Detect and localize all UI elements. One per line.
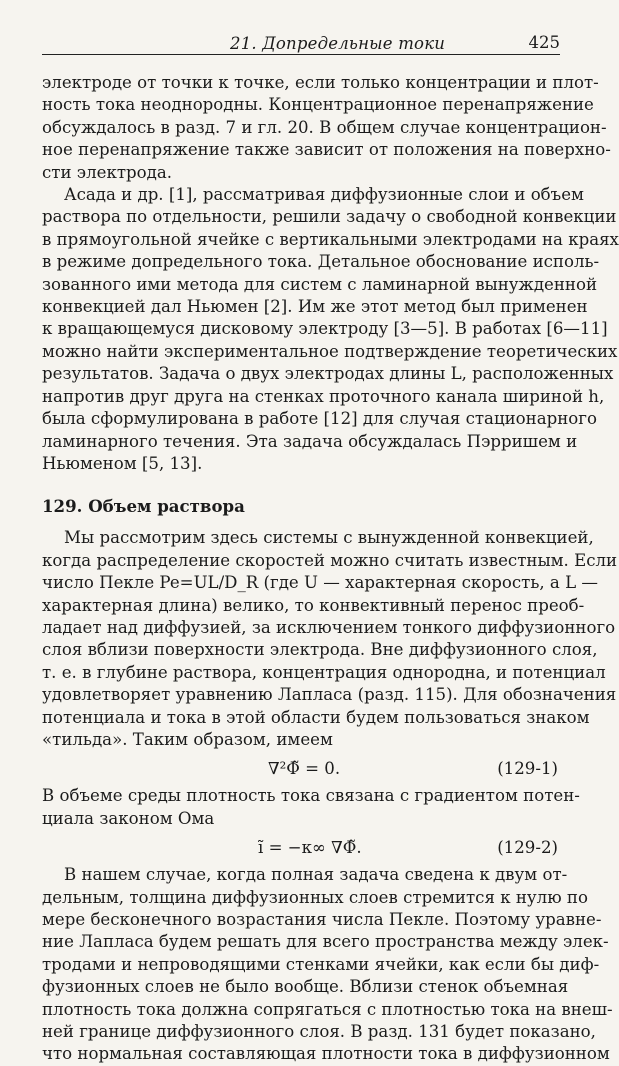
- text-line: циала законом Ома: [42, 808, 215, 828]
- text-line: потенциала и тока в этой области будем пользоваться знаком: [42, 707, 590, 727]
- text-line: что нормальная составляющая плотности тока в диффузионном: [42, 1044, 610, 1064]
- text-line: напротив друг друга на стенках проточного канала шириной h,: [42, 386, 605, 406]
- text-line: электроде от точки к точке, если только концентрации и плот-: [42, 73, 599, 92]
- text-line: ладает над диффузией, за исключением тонкого диффузионного: [42, 617, 616, 637]
- text-line: т. е. в глубине раствора, концентрация однородна, и потенциал: [42, 662, 606, 682]
- text-line: ние Лапласа будем решать для всего пространства между элек-: [42, 932, 609, 952]
- text-line: конвекцией дал Ньюмен [2]. Им же этот метод был применен: [42, 297, 588, 317]
- text-line: ность тока неоднородны. Концентрационное перенапряжение: [42, 95, 594, 115]
- text-line: Мы рассмотрим здесь системы с вынужденной конвекцией,: [64, 528, 594, 548]
- text-line: мере бесконечного возрастания числа Пекле. Поэтому уравне-: [42, 910, 602, 929]
- paragraph-continuation: [42, 72, 611, 184]
- text-line: зованного ими метода для систем с ламинарной вынужденной: [42, 274, 598, 294]
- text-line: была сформулирована в работе [12] для случая стационарного: [42, 409, 597, 429]
- text-line: обсуждалось в разд. 7 и гл. 20. В общем случае концентрацион-: [42, 117, 607, 137]
- text-line: тродами и непроводящими стенками ячейки, как если бы диф-: [42, 954, 600, 974]
- text-line: В объеме среды плотность тока связана с градиентом потен-: [42, 786, 580, 806]
- text-line: дельным, толщина диффузионных слоев стремится к нулю по: [42, 887, 588, 907]
- text-line: «тильда». Таким образом, имеем: [42, 729, 333, 749]
- text-line: в прямоугольной ячейке с вертикальными электродами на краях: [42, 229, 619, 249]
- paragraph-ohm-law: [42, 785, 580, 830]
- running-head: 21. Допредельные токи: [230, 34, 446, 53]
- page-content: [42, 72, 619, 1066]
- equation-body: ∇²Φ̃ = 0.: [268, 759, 341, 779]
- section-heading: 129. Объем раствора: [42, 496, 245, 517]
- text-line: число Пекле Pe=UL/D_R (где U — характерная скорость, а L —: [42, 573, 598, 593]
- text-line: в режиме допредельного тока. Детальное обоснование исполь-: [42, 252, 600, 272]
- text-line: к вращающемуся дисковому электроду [3—5]. В работах [6—11]: [42, 319, 608, 339]
- text-line: раствора по отдельности, решили задачу о свободной конвекции: [42, 207, 617, 227]
- text-line: Асада и др. [1], рассматривая диффузионные слои и объем: [64, 185, 584, 205]
- page-number: 425: [528, 33, 560, 52]
- text-line: ное перенапряжение также зависит от положения на поверхно-: [42, 140, 611, 160]
- equation-129-1: [42, 751, 560, 785]
- text-line: Ньюменом [5, 13].: [42, 453, 203, 473]
- equation-number: (129-2): [497, 838, 558, 858]
- text-line: ламинарного течения. Эта задача обсуждалась Пэрришем и: [42, 431, 578, 451]
- text-line: сти электрода.: [42, 162, 173, 182]
- text-line: слоя вблизи поверхности электрода. Вне диффузионного слоя,: [42, 640, 598, 660]
- equation-number: (129-1): [497, 759, 558, 779]
- equation-129-2: [42, 830, 560, 864]
- text-line: В нашем случае, когда полная задача сведена к двум от-: [64, 865, 568, 885]
- text-line: фузионных слоев не было вообще. Вблизи стенок объемная: [42, 977, 569, 997]
- paragraph-peclet: [42, 864, 613, 1066]
- text-line: плотность тока должна сопрягаться с плотностью тока на внеш-: [42, 999, 613, 1019]
- text-line: когда распределение скоростей можно считать известным. Если: [42, 550, 618, 570]
- text-line: ней границе диффузионного слоя. В разд. 131 будет показано,: [42, 1022, 596, 1042]
- paragraph-asada: [42, 184, 619, 475]
- text-line: характерная длина) велико, то конвективный перенос преоб-: [42, 595, 585, 615]
- equation-body: ĩ = −κ∞ ∇Φ̃.: [258, 838, 362, 858]
- page-header: [42, 30, 560, 55]
- text-line: удовлетворяет уравнению Лапласа (разд. 115). Для обозначения: [42, 685, 617, 705]
- text-line: можно найти экспериментальное подтверждение теоретических: [42, 341, 618, 361]
- text-line: результатов. Задача о двух электродах длины L, расположенных: [42, 364, 614, 384]
- paragraph-forced-convection: [42, 527, 618, 751]
